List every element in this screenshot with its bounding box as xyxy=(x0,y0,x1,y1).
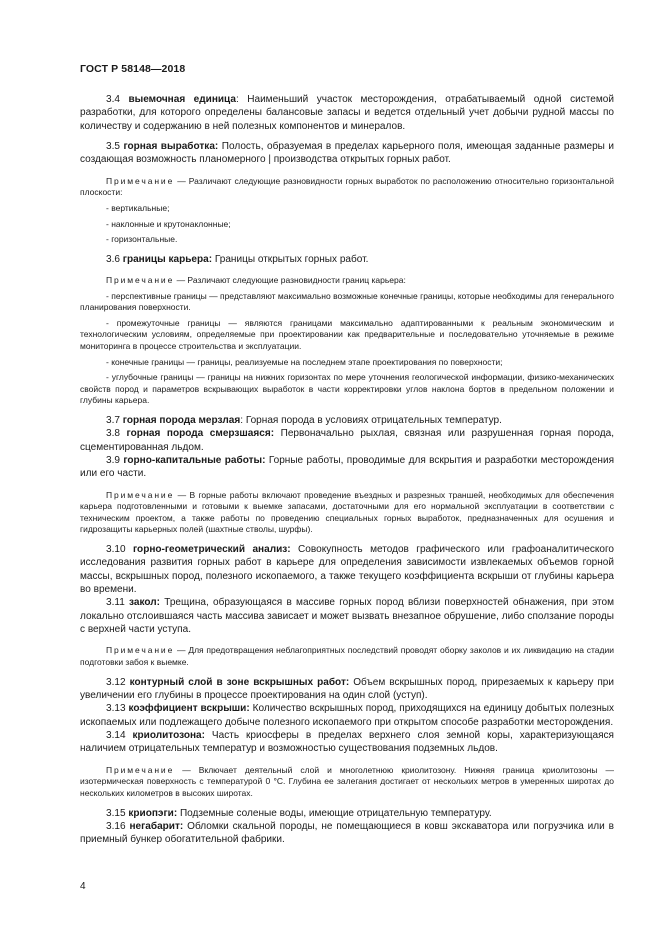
clause-definition: Объем вскрышных пород, прирезаемых к карьеру при увеличении его глубины в процессе проектирования на один слой (уступ). xyxy=(80,676,615,701)
clause-separator: : xyxy=(235,94,239,105)
clause-term: закол: xyxy=(129,597,161,609)
clause-3-6 xyxy=(80,253,614,266)
document-body xyxy=(80,93,614,847)
clause-term: горно-капитальные работы: xyxy=(123,455,266,466)
clause-3-10 xyxy=(80,543,614,596)
clause-definition: Границы открытых горных работ. xyxy=(212,253,369,265)
note-label: Примечание xyxy=(106,764,175,775)
clause-number: 3.7 xyxy=(106,414,120,426)
note-text: — Различают следующие разновидности горных выработок по расположению относительно горизонтальной плоскости: xyxy=(80,175,614,198)
clause-3-8 xyxy=(80,427,614,454)
note-list-item: - наклонные и крутонаклонные; xyxy=(106,218,231,229)
clause-definition: Горная порода в условиях отрицательных температур. xyxy=(243,414,502,426)
clause-3-14 xyxy=(80,729,614,756)
note-list-item: - горизонтальные. xyxy=(106,234,178,245)
clause-term: контурный слой в зоне вскрышных работ: xyxy=(129,676,350,688)
clause-term: границы карьера: xyxy=(122,253,213,265)
note-list-item: - конечные границы — границы, реализуемые на последнем этапе проектирования по поверхности; xyxy=(106,356,503,367)
clause-3-4 xyxy=(80,93,614,133)
note xyxy=(80,645,614,668)
clause-number: 3.16 xyxy=(106,820,126,832)
note-text: — Для предотвращения неблагоприятных последствий проводят оборку заколов и их ликвидацию на стадии подготовки забоя к выемке. xyxy=(80,645,614,668)
note-text: — В горные работы включают проведение въездных и разрезных траншей, необходимых для обеспечения карьера подготовленными и готовыми к выемке запасами, достаточными для его нормальной эксплуатации в соответствии с техническим проектом, а также работы по проведению специальных горных выработок, предназначенных для осушения и гидрозащиты карьерных полей (шахтные стволы, шурфы). xyxy=(80,489,614,535)
clause-3-11 xyxy=(80,596,614,636)
note-text: — Различают следующие разновидности границ карьера: xyxy=(174,275,406,286)
note-label: Примечание xyxy=(106,175,175,186)
note-list-item: - вертикальные; xyxy=(106,202,170,213)
clause-definition: Совокупность методов графического или графоаналитического исследования развития горных работ в карьере для определения зависимости извлекаемых объемов горной массы, вскрышных пород, полезного ископаемого, а также текущего коэффициента вскрыши от глубины карьера во времени. xyxy=(80,544,615,596)
clause-term: коэффициент вскрыши: xyxy=(128,703,250,715)
clause-3-13 xyxy=(80,702,614,729)
clause-separator: : xyxy=(240,414,244,426)
clause-term: горная порода мерзлая xyxy=(122,414,241,426)
clause-number: 3.6 xyxy=(106,253,120,265)
clause-number: 3.15 xyxy=(106,807,126,819)
clause-number: 3.12 xyxy=(106,676,126,688)
clause-3-15 xyxy=(80,807,614,820)
document-page xyxy=(80,0,614,935)
clause-number: 3.4 xyxy=(106,94,120,105)
clause-3-9 xyxy=(80,454,614,481)
note-list-item: - углубочные границы — границы на нижних горизонтах по мере уточнения геологической информации, физико-механических свойств пород и параметров вскрывающих выработок в части корректировки углов наклона бортов в предельном положении и глубины карьера. xyxy=(80,372,614,406)
clause-number: 3.8 xyxy=(106,428,120,440)
note-label: Примечание xyxy=(106,645,175,656)
clause-3-12 xyxy=(80,676,614,703)
clause-3-5 xyxy=(80,140,614,167)
document-header: ГОСТ Р 58148—2018 xyxy=(80,63,186,75)
note-list-item: - перспективные границы — представляют максимально возможные конечные границы, которые необходимы для генерального планирования поверхности. xyxy=(80,290,614,313)
clause-term: горно-геометрический анализ: xyxy=(133,544,291,556)
clause-definition: Полость, образуемая в пределах карьерного поля, имеющая заданные размеры и создающая возможность планомерного | производства открытых горных работ. xyxy=(80,141,614,166)
clause-definition: Количество вскрышных пород, приходящихся на единицу добытых полезных ископаемых или подлежащего добыче полезного ископаемого при открытом способе разработки месторождения. xyxy=(80,703,614,728)
clause-definition: Трещина, образующаяся в массиве горных пород вблизи поверхностей обнажения, при этом локально отслоившаяся часть массива зависает и может вызвать внезапное обрушение, либо сползание породы с верхней части уступа. xyxy=(80,597,614,636)
note-list-item: - промежуточные границы — являются границами максимально адаптированными к реальным экономическим и технологическим условиям, определяемые при проектировании как предварительные и последовательно уточняемые в режиме мониторинга в процессе строительства и эксплуатации. xyxy=(80,317,614,351)
note-text: — Включает деятельный слой и многолетнюю криолитозону. Нижняя граница криолитозоны — изотермическая поверхность с температурой 0 °C. Глубина ее залегания достигает от нескольких метров в умеренных широтах до нескольких километров в высоких широтах. xyxy=(80,764,614,798)
note-label: Примечание xyxy=(106,275,175,286)
page-number: 4 xyxy=(80,881,86,892)
clause-definition: Первоначально рыхлая, связная или разрушенная горная порода, сцементированная льдом. xyxy=(80,428,614,453)
note xyxy=(80,275,614,287)
clause-term: криолитозона: xyxy=(132,730,205,742)
clause-number: 3.5 xyxy=(106,141,120,153)
note-label: Примечание xyxy=(106,489,175,500)
clause-number: 3.10 xyxy=(106,544,126,556)
note xyxy=(80,176,614,199)
note xyxy=(80,490,614,536)
clause-number: 3.11 xyxy=(106,597,125,609)
clause-3-7 xyxy=(80,414,614,427)
clause-definition: Горные работы, проводимые для вскрытия и разработки месторождения или его части. xyxy=(80,455,615,480)
clause-number: 3.13 xyxy=(106,703,126,715)
note xyxy=(80,765,614,800)
clause-term: негабарит: xyxy=(129,820,184,832)
clause-number: 3.9 xyxy=(106,455,120,466)
clause-term: выемочная единица xyxy=(128,94,236,105)
clause-term: горная выработка: xyxy=(123,141,219,153)
clause-definition: Подземные соленые воды, имеющие отрицательную температуру. xyxy=(177,807,492,819)
clause-definition: Часть криосферы в пределах верхнего слоя земной коры, характеризующаяся наличием отрицательных температур и возможностью существования подземных льдов. xyxy=(80,730,614,755)
clause-3-16 xyxy=(80,820,614,847)
clause-definition: Наименьший участок месторождения, отрабатываемый одной системой разработки, для которого определены балансовые запасы и ведется отдельный учет добычи рудной массы по количеству и содержанию в ней полезных компонентов и минералов. xyxy=(80,94,614,132)
clause-term: криопэги: xyxy=(128,807,178,819)
clause-number: 3.14 xyxy=(106,730,126,742)
clause-term: горная порода смерзшаяся: xyxy=(126,428,275,440)
clause-definition: Обломки скальной породы, не помещающиеся в ковш экскаватора или погрузчика или в приемный бункер обогатительной фабрики. xyxy=(80,820,614,846)
